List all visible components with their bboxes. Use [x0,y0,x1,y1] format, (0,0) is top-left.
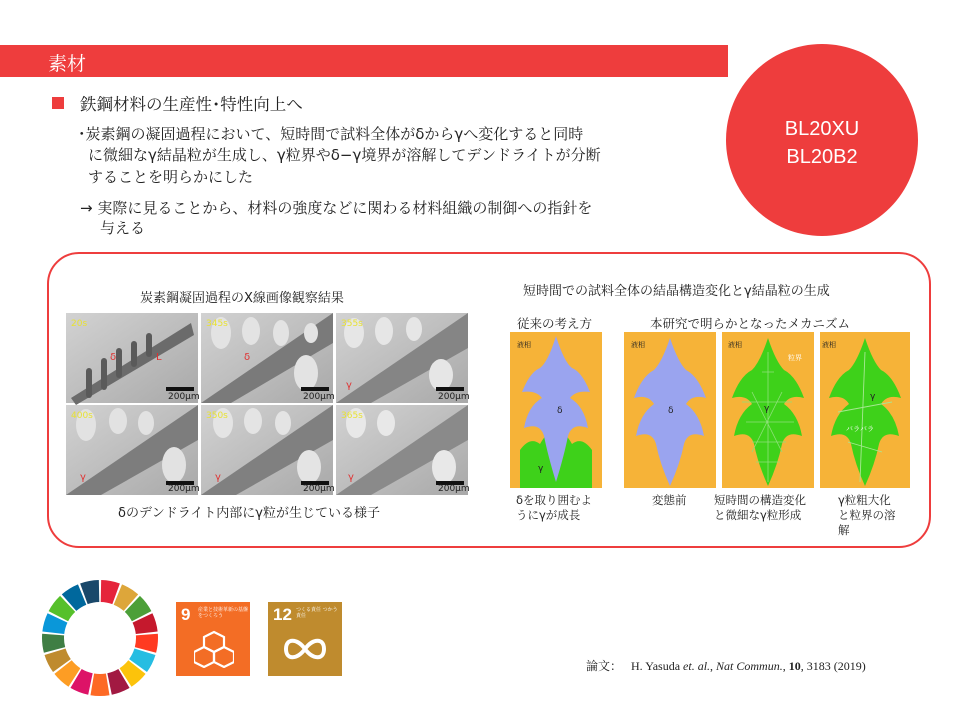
tile1-label-delta: δ [110,352,117,363]
tile2-time: 345s [206,319,228,329]
tile3-time: 355s [341,319,363,329]
caption-d: γ粒粗大化 と粒界の溶 解 [838,493,896,537]
section-title-bar [0,45,728,77]
section-heading: 鉄鋼材料の生産性･特性向上へ [80,95,303,114]
body-line-2: に微細なγ結晶粒が生成し、γ粒界やδ−γ境界が溶解してデンドライトが分断 [88,146,601,164]
tile5-label: γ [215,472,221,483]
label-grain-boundary: 粒界 [788,354,802,362]
mechanism-diagram [510,332,910,488]
tile2-label: δ [244,352,251,363]
left-figure-title: 炭素鋼凝固過程のX線画像観察結果 [140,291,344,306]
beamline-1: BL20XU [784,118,860,140]
panel-conventional [510,332,602,488]
label-liquid-c: 液相 [728,341,742,349]
tile4-scale: 200μm [168,484,200,494]
tile5-scale: 200μm [303,484,335,494]
sdg-wheel-segment [90,674,109,696]
tile3-scale: 200μm [438,392,470,402]
label-fragment: バラバラ [846,425,874,433]
label-gamma-c: γ [764,404,770,414]
label-liquid-b: 液相 [631,341,645,349]
tile2-scale: 200μm [303,392,335,402]
xray-image-grid [66,313,468,495]
tile1-time: 20s [71,319,88,329]
label-delta-a: δ [557,406,563,416]
body-line-1: ･炭素鋼の凝固過程において、短時間で試料全体がδからγへ変化すると同時 [78,125,584,143]
body-line-4: → 実際に見ることから、材料の強度などに関わる材料組織の制御への指針を [80,199,593,217]
bullet-square-icon [52,97,64,109]
left-figure-caption: δのデンドライト内部にγ粒が生じている様子 [118,506,380,521]
label-liquid-d: 液相 [822,341,836,349]
label-liquid-a: 液相 [517,341,531,349]
reference: 論文： H. Yasuda et. al., Nat Commun., 10, 3183 (2019) [586,659,866,673]
right-figure-title: 短時間での試料全体の結晶構造変化とγ結晶粒の生成 [523,284,830,299]
right-subtitle-mechanism: 本研究で明らかとなったメカニズム [650,316,851,331]
body-line-5: 与える [100,219,146,237]
sdg-goal-12-icon: 12 つくる責任 つかう責任 [268,602,342,676]
tile1-label-l: L [156,352,162,363]
infinity-icon [282,636,328,662]
beamline-badge [726,44,918,236]
tile6-label: γ [348,472,354,483]
caption-a: δを取り囲むよ うにγが成長 [516,493,593,522]
caption-b: 変態前 [652,493,687,507]
beamline-2: BL20B2 [786,146,858,168]
body-line-3: することを明らかにした [88,168,254,186]
right-subtitle-conventional: 従来の考え方 [517,316,593,331]
tile4-label: γ [80,472,86,483]
tile1-scale: 200μm [168,392,200,402]
section-title: 素材 [48,53,87,75]
sdg-goal-9-icon: 9 産業と技術革新の基盤をつくろう [176,602,250,676]
tile5-time: 350s [206,411,228,421]
tile6-time: 365s [341,411,363,421]
sdg-wheel-icon [40,578,160,698]
label-delta-b: δ [668,406,674,416]
label-gamma-a: γ [538,464,544,474]
tile6-scale: 200μm [438,484,470,494]
panel-coarse-gamma [820,332,910,488]
tile4-time: 400s [71,411,93,421]
label-gamma-d: γ [870,392,876,402]
caption-c: 短時間の構造変化 と微細なγ粒形成 [714,493,806,522]
tile3-label: γ [346,380,352,391]
cubes-icon [194,628,234,668]
